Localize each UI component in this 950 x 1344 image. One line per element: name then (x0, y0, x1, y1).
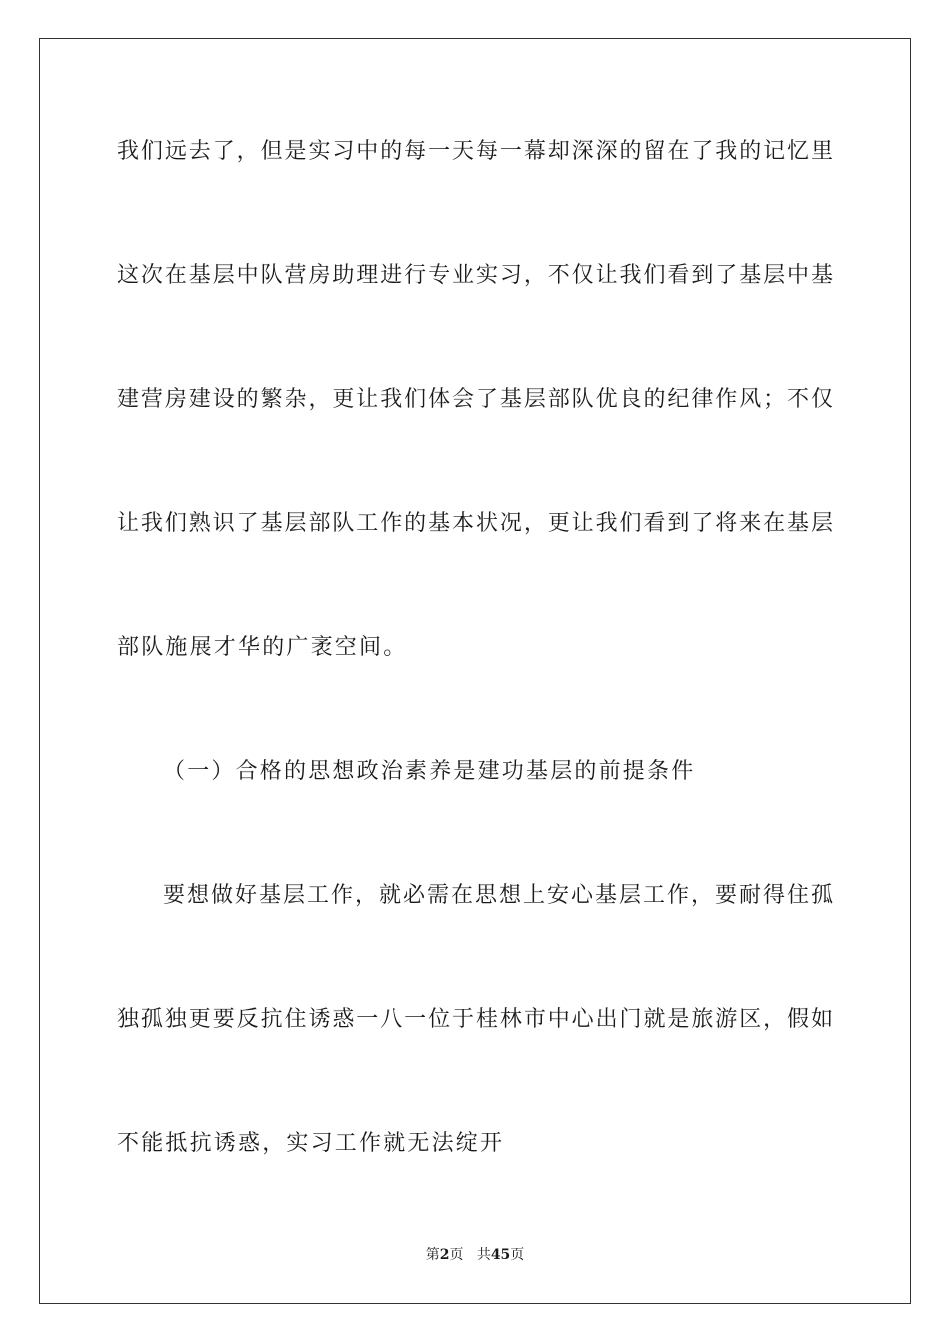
body-line-1: 我们远去了，但是实习中的每一天每一幕却深深的留在了我的记忆里 (117, 139, 833, 164)
page-footer (0, 1246, 950, 1264)
footer-prefix: 第 (425, 1247, 440, 1263)
body-line-3: 建营房建设的繁杂，更让我们体会了基层部队优良的纪律作风；不仅 (117, 387, 833, 412)
body-line-9: 不能抵抗诱惑，实习工作就无法绽开 (117, 1131, 505, 1156)
footer-total-suffix: 页 (510, 1247, 525, 1263)
body-line-2: 这次在基层中队营房助理进行专业实习，不仅让我们看到了基层中基 (117, 263, 833, 288)
body-line-8: 独孤独更要反抗住诱惑一八一位于桂林市中心出门就是旅游区，假如 (117, 1007, 833, 1032)
body-line-4: 让我们熟识了基层部队工作的基本状况，更让我们看到了将来在基层 (117, 511, 833, 536)
body-line-5: 部队施展才华的广袤空间。 (117, 635, 408, 660)
section-heading: （一）合格的思想政治素养是建功基层的前提条件 (163, 759, 696, 784)
page-border (39, 38, 911, 1304)
footer-page-suffix: 页 (449, 1247, 464, 1263)
footer-total-prefix: 共 (476, 1247, 491, 1263)
body-line-7: 要想做好基层工作，就必需在思想上安心基层工作，要耐得住孤 (163, 883, 833, 908)
footer-page-number: 2 (439, 1247, 450, 1263)
footer-total-pages: 45 (490, 1247, 511, 1263)
